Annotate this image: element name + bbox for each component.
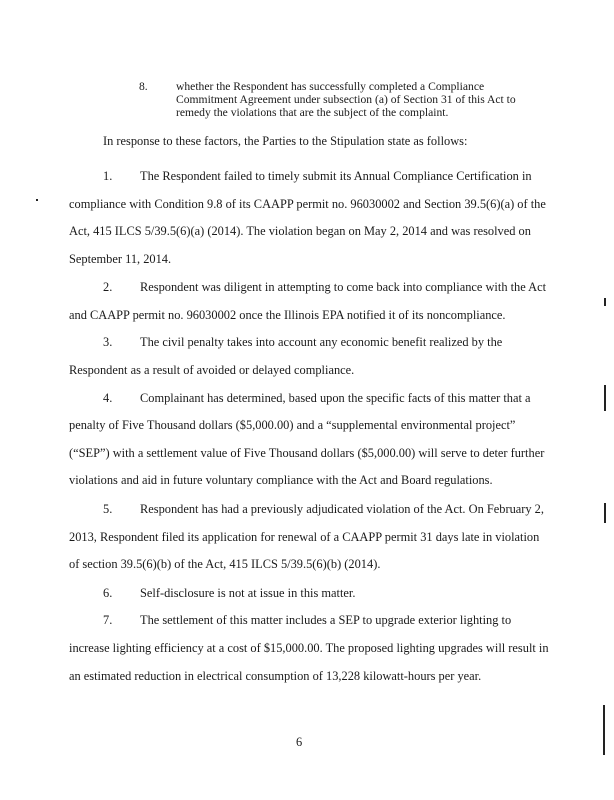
paragraph-line: Respondent as a result of avoided or delayed compliance. [69,363,355,377]
scan-artifact [36,199,38,201]
paragraph-line: 2013, Respondent filed its application for renewal of a CAAPP permit 31 days late in violation [69,530,540,544]
paragraph-number: 6. [103,586,113,600]
page-number: 6 [296,735,303,749]
paragraph-number: 3. [103,335,113,349]
paragraph-line: penalty of Five Thousand dollars ($5,000.00) and a “supplemental environmental project” [69,418,516,432]
paragraph-line: (“SEP”) with a settlement value of Five Thousand dollars ($5,000.00) will serve to deter further [69,446,545,460]
intro-text: In response to these factors, the Parties to the Stipulation state as follows: [103,134,468,148]
paragraph-line: The civil penalty takes into account any economic benefit realized by the [140,335,503,349]
scan-artifact [604,503,606,523]
paragraph-number: 5. [103,502,113,516]
paragraph-number: 7. [103,613,113,627]
factor-line: Commitment Agreement under subsection (a) of Section 31 of this Act to [176,93,516,107]
paragraph-number: 1. [103,169,113,183]
paragraph-line: increase lighting efficiency at a cost of $15,000.00. The proposed lighting upgrades will result in [69,641,549,655]
paragraph-line: compliance with Condition 9.8 of its CAAPP permit no. 96030002 and Section 39.5(6)(a) of the [69,197,546,211]
scan-artifact [603,705,605,755]
scan-artifact [604,385,606,411]
paragraph-line: September 11, 2014. [69,252,172,266]
paragraph-line: Respondent was diligent in attempting to come back into compliance with the Act [140,280,547,294]
scan-artifact [604,298,606,306]
factor-number: 8. [139,80,148,93]
factor-item-8 [176,80,556,120]
factor-line: remedy the violations that are the subject of the complaint. [176,106,449,120]
factor-line: whether the Respondent has successfully completed a Compliance [176,80,485,93]
paragraph-line: The settlement of this matter includes a SEP to upgrade exterior lighting to [140,613,512,627]
paragraph-line: The Respondent failed to timely submit its Annual Compliance Certification in [140,169,532,183]
paragraph-line: and CAAPP permit no. 96030002 once the Illinois EPA notified it of its noncompliance. [69,308,506,322]
paragraph-line: Self-disclosure is not at issue in this matter. [140,586,356,600]
paragraph-line: violations and aid in future voluntary compliance with the Act and Board regulations. [69,473,493,487]
paragraph-number: 2. [103,280,113,294]
paragraph-line: of section 39.5(6)(b) of the Act, 415 ILCS 5/39.5(6)(b) (2014). [69,557,381,571]
paragraph-line: Complainant has determined, based upon the specific facts of this matter that a [140,391,531,405]
paragraph-line: an estimated reduction in electrical consumption of 13,228 kilowatt-hours per year. [69,669,482,683]
paragraph-number: 4. [103,391,113,405]
paragraph-line: Act, 415 ILCS 5/39.5(6)(a) (2014). The violation began on May 2, 2014 and was resolved on [69,224,531,238]
paragraph-line: Respondent has had a previously adjudicated violation of the Act. On February 2, [140,502,544,516]
